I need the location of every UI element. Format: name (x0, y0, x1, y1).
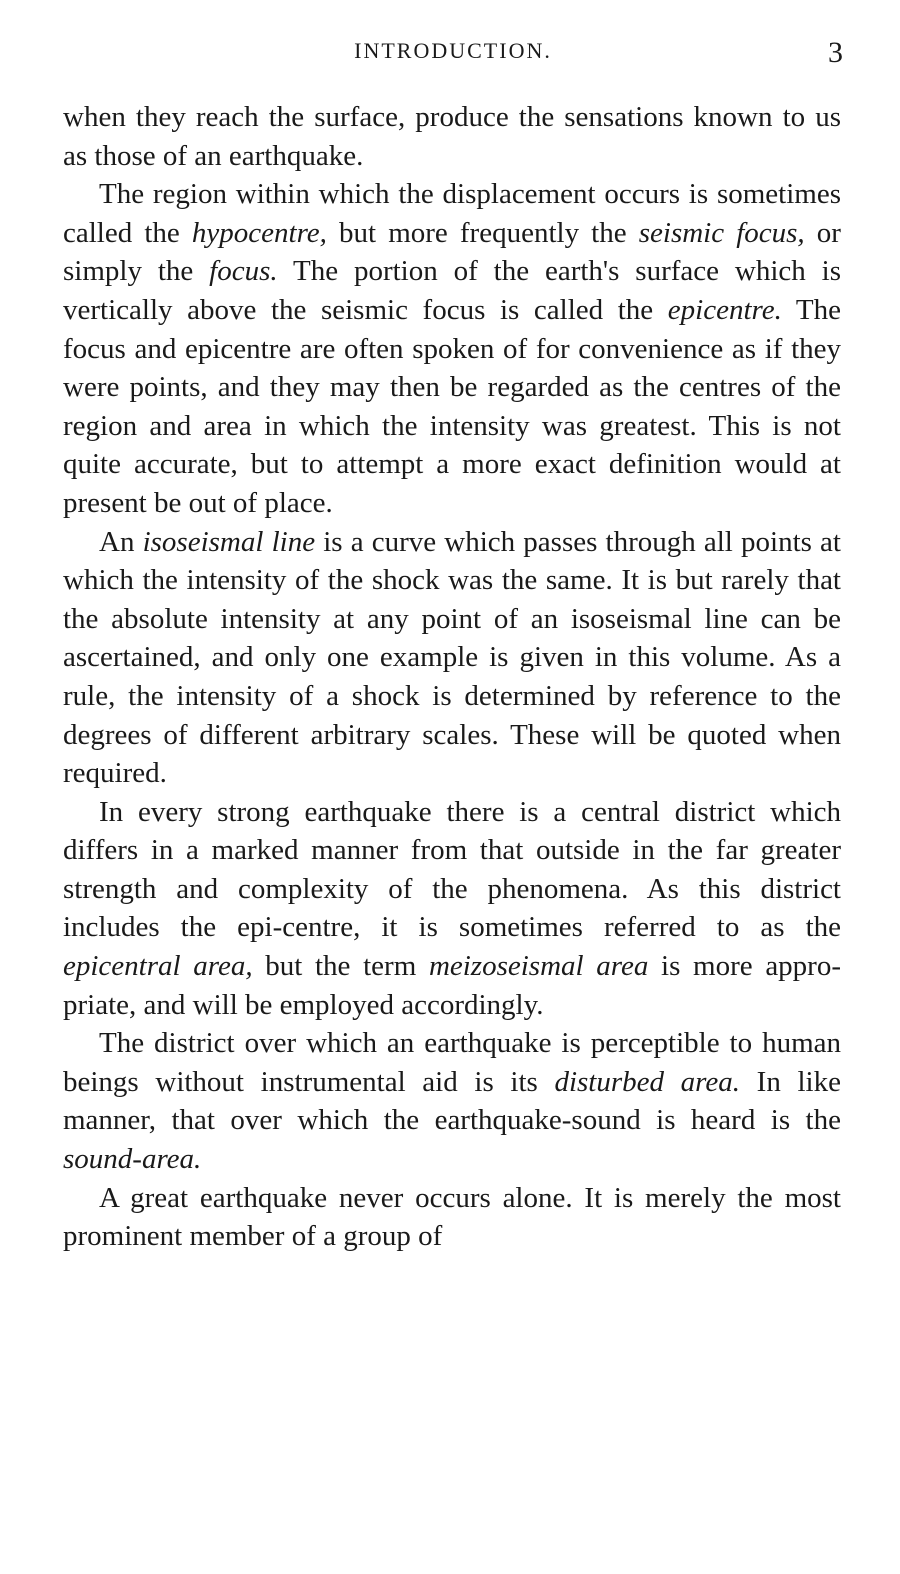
text-segment: when they reach the surface, produce the sensations known to us as those of an earthquake. (63, 101, 841, 172)
paragraph (63, 175, 841, 522)
paragraph (63, 98, 841, 175)
text-segment: or simply the (63, 216, 841, 288)
text-segment: An (99, 525, 143, 558)
text-segment: The region within which the displacement occurs is sometimes called the (63, 178, 841, 249)
defined-term: seismic focus, (638, 216, 805, 249)
paragraph (63, 1024, 841, 1178)
defined-term: epicentre. (667, 293, 782, 326)
text-segment: The district over which an earthquake is perceptible to human beings without instrumental aid is its (63, 1027, 841, 1098)
defined-term: meizoseismal area (428, 950, 649, 983)
text-segment: The focus and epicentre are often spoken of for convenience as if they were points, and they may then be regarded as the centres of the region and area in which the intensity was greatest. This is not quite accurate, but to attempt a more exact definition would at present be out of place. (63, 293, 841, 519)
text-segment: A great earthquake never occurs alone. It is merely the most prominent member of a group of (63, 1181, 841, 1253)
paragraph (63, 793, 841, 1025)
defined-term: disturbed area. (554, 1065, 741, 1098)
running-title: INTRODUCTION. (354, 38, 552, 63)
text-segment: In every strong earthquake there is a central district which differs in a marked manner from that outside in the far greater strength and complexity of the phenomena. As this district includes the epi-centre, it is sometimes referred to as the (63, 795, 841, 944)
text-segment: but more frequently the (326, 216, 639, 249)
body-text (63, 98, 841, 1256)
defined-term: sound-area. (63, 1143, 202, 1176)
text-segment: The portion of the earth's surface which is vertically above the seismic focus is called the (63, 255, 841, 326)
defined-term: hypocentre, (191, 216, 327, 249)
defined-term: epicentral area, (63, 950, 253, 983)
text-segment: but the term (252, 950, 429, 983)
text-segment: is a curve which passes through all points at which the intensity of the shock was the same. It is but rarely that the absolute intensity at any point of an isoseismal line can be ascertained, and only one example is given in this volume. As a rule, the intensity of a shock is determined by reference to the degrees of different arbitrary scales. These will be quoted when required. (63, 525, 841, 790)
defined-term: focus. (209, 255, 278, 288)
running-head (63, 30, 843, 70)
paragraph (63, 523, 841, 793)
paragraph (63, 1179, 841, 1256)
text-segment: In like manner, that over which the earthquake-sound is heard is the (63, 1065, 841, 1137)
defined-term: isoseismal line (142, 525, 316, 558)
text-segment: is more appro-priate, and will be employed accordingly. (63, 950, 842, 1021)
page-number: 3 (828, 36, 843, 69)
